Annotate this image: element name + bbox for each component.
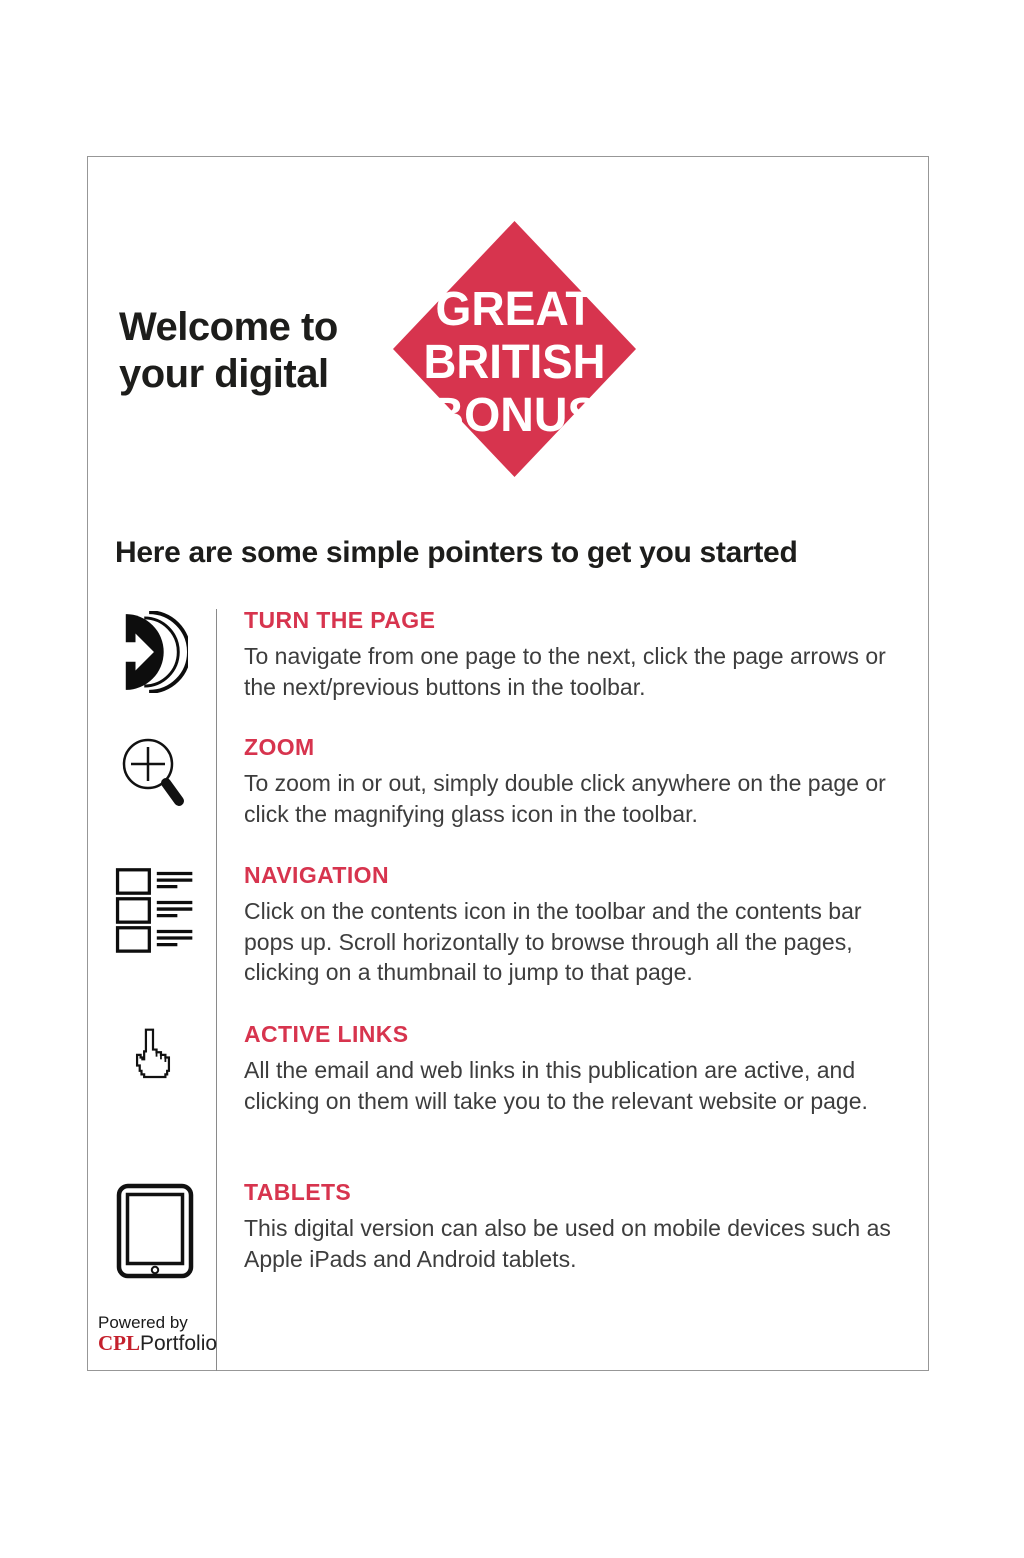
intro-heading: Here are some simple pointers to get you started [115,536,798,569]
welcome-line2: your digital [119,352,329,396]
powered-by-cpl-portfolio [98,1313,217,1356]
logo-text-great: GREAT [435,283,594,336]
portfolio-brand: Portfolio [140,1332,218,1355]
column-divider [216,609,217,1371]
contents-icon [114,867,194,953]
welcome-heading [119,304,338,398]
section-body: To navigate from one page to the next, click the page arrows or the next/previous buttons in the toolbar. [244,643,886,700]
section-navigation [244,862,904,988]
section-zoom [244,734,904,829]
powered-by-label: Powered by [98,1313,188,1332]
great-british-bonus-logo [393,221,636,477]
publication-page[interactable] [87,156,929,1371]
section-turn-the-page [244,607,904,702]
section-title: ACTIVE LINKS [244,1021,409,1047]
section-body: This digital version can also be used on mobile devices such as Apple iPads and Android tablets. [244,1215,891,1272]
section-title: TURN THE PAGE [244,607,436,633]
section-body: To zoom in or out, simply double click anywhere on the page or click the magnifying glass icon in the toolbar. [244,770,886,827]
logo-text-british: BRITISH [423,336,606,389]
section-active-links [244,1021,904,1116]
section-body: All the email and web links in this publication are active, and clicking on them will take you to the relevant website or page. [244,1057,868,1114]
section-title: ZOOM [244,734,315,760]
welcome-line1: Welcome to [119,305,338,349]
section-title: NAVIGATION [244,862,389,888]
magnifier-icon [119,737,189,815]
page-turn-icon [118,611,188,693]
cpl-brand: CPL [98,1331,140,1355]
section-title: TABLETS [244,1179,352,1205]
hand-cursor-icon [130,1024,176,1084]
section-body: Click on the contents icon in the toolbar and the contents bar pops up. Scroll horizontally to browse through all the pages, clicking on a thumbnail to jump to that page. [244,898,862,985]
logo-text-bonus: BONUS [430,389,599,442]
tablet-icon [116,1183,194,1279]
section-tablets [244,1179,904,1274]
